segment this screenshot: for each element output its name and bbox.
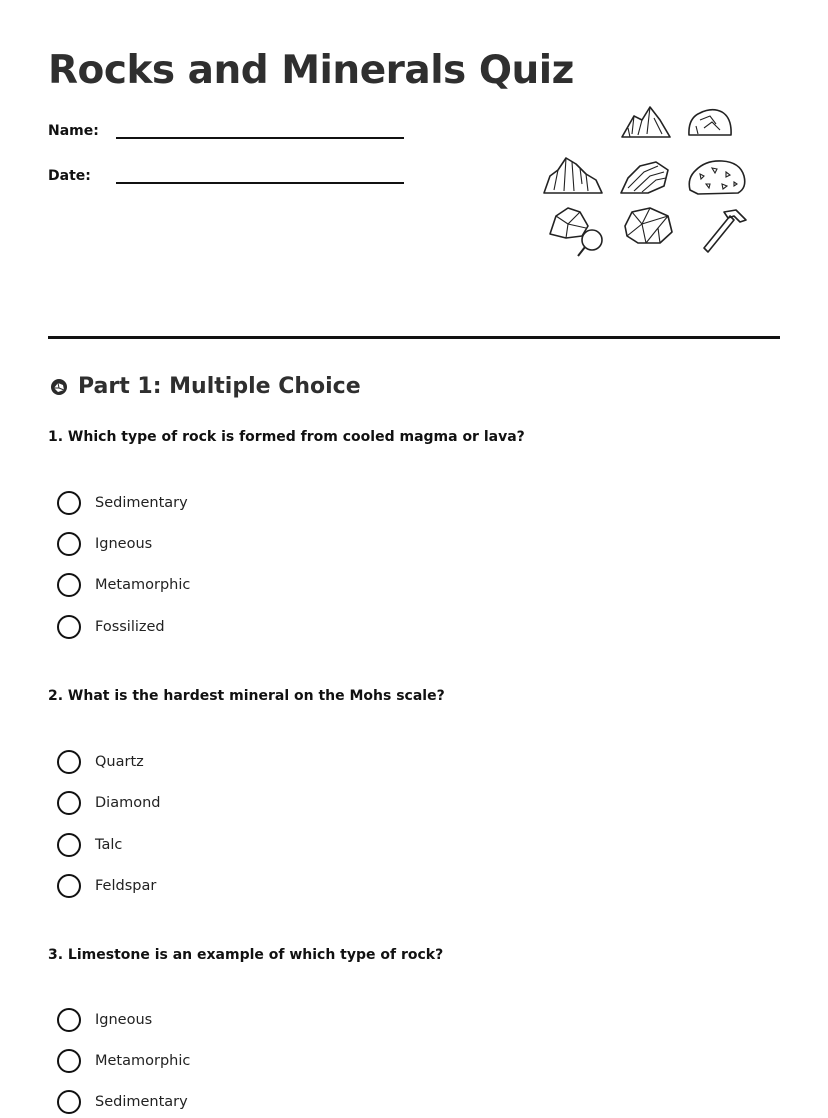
radio-button[interactable] xyxy=(57,532,81,556)
rock-icon xyxy=(48,376,70,398)
q2-option-talc[interactable] xyxy=(57,832,122,858)
q3-option-metamorphic[interactable] xyxy=(57,1048,190,1074)
radio-button[interactable] xyxy=(57,1090,81,1114)
q2-option-diamond[interactable] xyxy=(57,790,160,816)
radio-button[interactable] xyxy=(57,1049,81,1073)
name-label: Name: xyxy=(48,123,99,139)
radio-button[interactable] xyxy=(57,874,81,898)
mountain-rock-icon xyxy=(620,104,672,140)
option-label: Diamond xyxy=(95,795,161,811)
date-label: Date: xyxy=(48,168,91,184)
layered-rock-icon xyxy=(618,158,672,196)
radio-button[interactable] xyxy=(57,833,81,857)
option-label: Feldspar xyxy=(95,878,157,894)
question-1: 1. Which type of rock is formed from cooled magma or lava? xyxy=(48,429,525,445)
date-input-line[interactable] xyxy=(116,164,404,184)
question-3: 3. Limestone is an example of which type of rock? xyxy=(48,947,444,963)
option-label: Talc xyxy=(95,837,123,853)
option-label: Metamorphic xyxy=(95,577,191,593)
q1-option-sedimentary[interactable] xyxy=(57,490,188,516)
section-heading xyxy=(48,374,361,399)
q1-option-metamorphic[interactable] xyxy=(57,572,190,598)
option-label: Metamorphic xyxy=(95,1053,191,1069)
name-input-line[interactable] xyxy=(116,119,404,139)
section-divider xyxy=(48,336,780,339)
boulder-icon xyxy=(686,106,734,138)
rock-illustrations xyxy=(536,100,760,264)
radio-button[interactable] xyxy=(57,791,81,815)
option-label: Sedimentary xyxy=(95,495,188,511)
q2-option-feldspar[interactable] xyxy=(57,873,156,899)
radio-button[interactable] xyxy=(57,491,81,515)
q3-option-igneous[interactable] xyxy=(57,1007,152,1033)
option-label: Sedimentary xyxy=(95,1094,188,1110)
option-label: Igneous xyxy=(95,1012,153,1028)
q1-option-igneous[interactable] xyxy=(57,531,152,557)
q2-option-quartz[interactable] xyxy=(57,749,144,775)
option-label: Igneous xyxy=(95,536,153,552)
q3-option-sedimentary[interactable] xyxy=(57,1089,188,1115)
question-2: 2. What is the hardest mineral on the Mohs scale? xyxy=(48,688,445,704)
date-field-row xyxy=(48,164,404,184)
page-title: Rocks and Minerals Quiz xyxy=(48,48,574,93)
option-label: Fossilized xyxy=(95,619,165,635)
radio-button[interactable] xyxy=(57,750,81,774)
crystal-rock-icon xyxy=(622,206,674,246)
q1-option-fossilized[interactable] xyxy=(57,614,165,640)
radio-button[interactable] xyxy=(57,1008,81,1032)
rock-hammer-icon xyxy=(700,206,750,256)
speckled-rock-icon xyxy=(686,156,748,196)
rocky-peak-icon xyxy=(542,154,604,196)
magnifying-glass-rock-icon xyxy=(546,204,610,260)
radio-button[interactable] xyxy=(57,573,81,597)
section-title: Part 1: Multiple Choice xyxy=(78,374,361,399)
name-field-row xyxy=(48,119,404,139)
radio-button[interactable] xyxy=(57,615,81,639)
option-label: Quartz xyxy=(95,754,144,770)
